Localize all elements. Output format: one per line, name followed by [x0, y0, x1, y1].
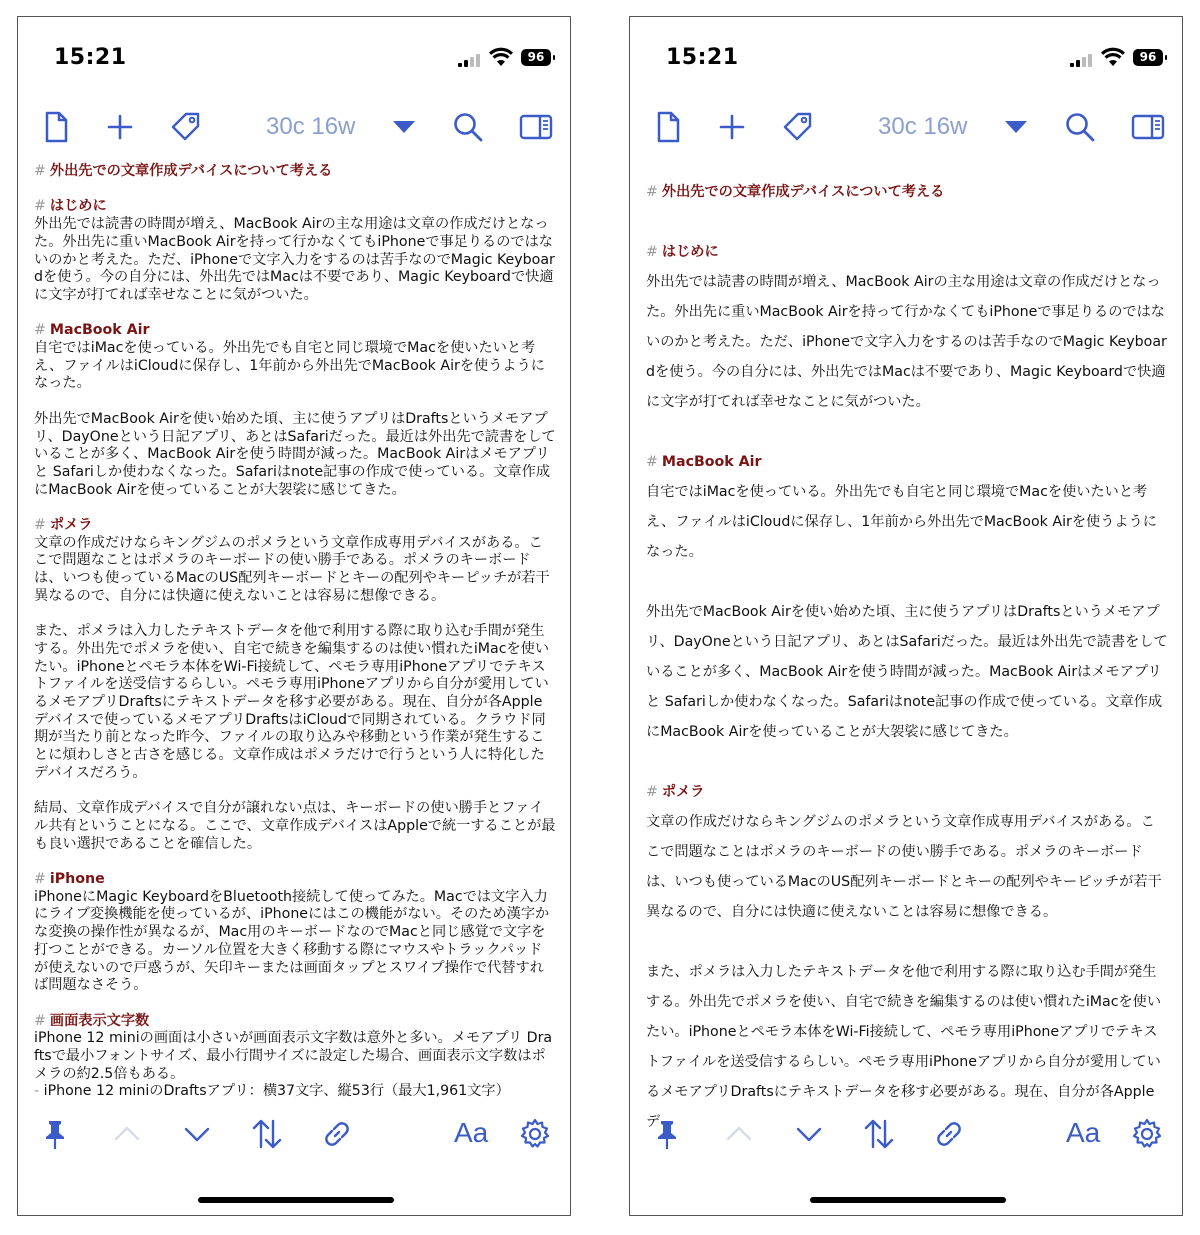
section-heading [646, 447, 1168, 477]
heading-marker: # [34, 322, 46, 339]
paragraph: 自宅ではiMacを使っている。外出先でも自宅と同じ環境でMacを使いたいと考え、ファイルはiCloudに保存し、1年前から外出先でMacBook Airを使うようになった。 [646, 484, 1157, 560]
blank-line [34, 181, 556, 199]
paragraph: iPhoneにMagic KeyboardをBluetooth接続して使ってみた。Macでは文字入力にライブ変換機能を使っているが、iPhoneにはこの機能がない。そのため漢字かな変換の操作性が異なるが、Mac用のキーボードなのでMacと同じ感覚で文字を打つことができる。カーソル位置を大きく移動する際にマウスやトラックパッドが使えないので戸惑うが、矢印キーまたは画面タップとスワイプ操作で代替すれば問題なさそう。 [34, 888, 550, 994]
section-heading [646, 177, 1168, 207]
section-heading [34, 871, 556, 889]
blank-line [646, 567, 1168, 597]
battery-icon: 96 [1133, 49, 1163, 66]
pin-icon[interactable] [38, 1117, 72, 1151]
blank-line [34, 853, 556, 871]
status-bar [18, 17, 570, 97]
plus-icon[interactable] [714, 109, 750, 145]
status-time: 15:21 [54, 45, 127, 70]
paragraph: 外出先では読書の時間が増え、MacBook Airの主な用途は文章の作成だけとなった。外出先に重いMacBook Airを持って行かなくてもiPhoneで事足りるのではないのかと考えた。ただ、iPhoneで文字入力をするのは苦手なのでMagic Keyboardを使う。今の自分には、外出先ではMacは不要であり、Magic Keyboardで快適に文字が打てれば幸せなことに気がついた。 [646, 274, 1167, 410]
heading-text: 外出先での文章作成デバイスについて考える [661, 184, 945, 200]
list-marker: - [34, 1083, 44, 1100]
heading-text: MacBook Air [49, 322, 150, 339]
paragraph: 外出先でMacBook Airを使い始めた頃、主に使うアプリはDraftsというメモアプリ、DayOneという日記アプリ、あとはSafariだった。最近は外出先で読書をしていることが多く、MacBook Airを使う時間が減った。MacBook Airはメモアプリと Safariしか使わなくなった。Safariはnote記事の作成で使っている。文章作成にMacBook Airを使っていることが大袈裟に感じてきた。 [646, 604, 1168, 740]
sort-arrows-icon[interactable] [862, 1117, 896, 1151]
chevron-down-icon[interactable] [180, 1117, 214, 1151]
heading-text: ポメラ [49, 517, 93, 533]
blank-line [34, 393, 556, 411]
dropdown-triangle-icon[interactable] [998, 109, 1034, 145]
blank-line [34, 783, 556, 801]
document-icon[interactable] [650, 109, 686, 145]
pin-icon[interactable] [650, 1117, 684, 1151]
heading-text: 外出先での文章作成デバイスについて考える [49, 163, 333, 179]
status-time: 15:21 [666, 45, 739, 70]
paragraph: 外出先では読書の時間が増え、MacBook Airの主な用途は文章の作成だけとなった。外出先に重いMacBook Airを持って行かなくてもiPhoneで事足りるのではないのかと考えた。ただ、iPhoneで文字入力をするのは苦手なのでMagic Keyboardを使う。今の自分には、外出先ではMacは不要であり、Magic Keyboardで快適に文字が打てれば幸せなことに気がついた。 [34, 216, 555, 303]
paragraph: 自宅ではiMacを使っている。外出先でも自宅と同じ環境でMacを使いたいと考え、ファイルはiCloudに保存し、1年前から外出先でMacBook Airを使うようになった。 [34, 340, 545, 392]
section-heading [34, 198, 556, 216]
blank-line [34, 606, 556, 624]
heading-text: 画面表示文字数 [49, 1012, 150, 1029]
tag-icon[interactable] [168, 109, 204, 145]
section-heading [34, 1013, 556, 1031]
heading-text: ポメラ [661, 784, 705, 800]
tag-icon[interactable] [780, 109, 816, 145]
list-item-text: iPhone 12 miniのDraftsアプリ：横37文字、縦53行（最大1,961文字） [43, 1083, 510, 1100]
blank-line [646, 927, 1168, 957]
cellular-signal-icon [1070, 53, 1094, 67]
paragraph: 文章の作成だけならキングジムのポメラという文章作成専用デバイスがある。ここで問題なことはポメラのキーボードの使い勝手である。ポメラのキーボードは、いつも使っているMacのUS配列キーボードとキーの配列やキーピッチが若干異なるので、自分には快適に使えないことは容易に想像できる。 [646, 814, 1162, 920]
chevron-down-icon[interactable] [792, 1117, 826, 1151]
blank-line [34, 499, 556, 517]
editor-text-area[interactable] [34, 163, 556, 1103]
paragraph: また、ポメラは入力したテキストデータを他で利用する際に取り込む手間が発生する。外出先でポメラを使い、自宅で続きを編集するのは使い慣れたiMacを使いたい。iPhoneとペモラ本体をWi-Fi接続して、ペモラ専用iPhoneアプリでテキストファイルを送受信するらしい。ペモラ専用iPhoneアプリから自分が愛用しているメモアプリDraftsにテキストデータを移す必要がある。現在、自分が各Appleデ [646, 964, 1162, 1130]
paragraph: 結局、文章作成デバイスで自分が譲れない点は、キーボードの使い勝手とファイル共有ということになる。ここで、文章作成デバイスはAppleで統一することが最も良い選択であることを確信した。 [34, 800, 556, 852]
heading-marker: # [34, 163, 46, 179]
heading-text: はじめに [49, 198, 107, 215]
character-word-counter[interactable]: 30c 16w [266, 113, 356, 140]
paragraph: 文章の作成だけならキングジムのポメラという文章作成専用デバイスがある。ここで問題なことはポメラのキーボードの使い勝手である。ポメラのキーボードは、いつも使っているMacのUS配列キーボードとキーの配列やキーピッチが若干異なるので、自分には快適に使えないことは容易に想像できる。 [34, 534, 550, 604]
font-settings-button[interactable]: Aa [454, 1117, 489, 1148]
battery-icon: 96 [521, 49, 551, 66]
status-bar [630, 17, 1182, 97]
section-heading [646, 777, 1168, 807]
section-heading [34, 163, 556, 181]
heading-marker: # [34, 517, 46, 533]
dropdown-triangle-icon[interactable] [386, 109, 422, 145]
heading-marker: # [646, 454, 658, 470]
heading-marker: # [646, 784, 658, 800]
sidebar-icon[interactable] [1130, 109, 1166, 145]
font-settings-button[interactable]: Aa [1066, 1117, 1101, 1148]
blank-line [34, 305, 556, 323]
search-icon[interactable] [1062, 109, 1098, 145]
document-icon[interactable] [38, 109, 74, 145]
gear-icon[interactable] [518, 1117, 552, 1151]
heading-text: iPhone [49, 871, 105, 888]
heading-text: MacBook Air [661, 454, 762, 470]
paragraph: また、ポメラは入力したテキストデータを他で利用する際に取り込む手間が発生する。外出先でポメラを使い、自宅で続きを編集するのは使い慣れたiMacを使いたい。iPhoneとペモラ本体をWi-Fi接続して、ペモラ専用iPhoneアプリでテキストファイルを送受信するらしい。ペモラ専用iPhoneアプリから自分が愛用しているメモアプリDraftsにテキストデータを移す必要がある。現在、自分が各Appleデバイスで使っているメモアプリDraftsはiCloudで同期されている。クラウド同期が当たり前となった昨今、ファイルの取り込みや移動という作業が発生することに煩わしさと古さを感じる。文章作成はポメラだけで行うという人に特化したデバイスだろう。 [34, 623, 550, 781]
search-icon[interactable] [450, 109, 486, 145]
editor-toolbar [630, 105, 1182, 149]
heading-marker: # [34, 1012, 46, 1029]
blank-line [646, 417, 1168, 447]
plus-icon[interactable] [102, 109, 138, 145]
section-heading [646, 237, 1168, 267]
blank-line [646, 747, 1168, 777]
wifi-icon [489, 48, 513, 68]
phone-screen-left [17, 16, 571, 1216]
section-heading [34, 322, 556, 340]
character-word-counter[interactable]: 30c 16w [878, 113, 968, 140]
editor-toolbar [18, 105, 570, 149]
gear-icon[interactable] [1130, 1117, 1164, 1151]
chevron-up-icon[interactable] [110, 1117, 144, 1151]
sort-arrows-icon[interactable] [250, 1117, 284, 1151]
editor-text-area[interactable] [646, 177, 1168, 1130]
heading-marker: # [646, 244, 658, 260]
list-item [34, 1083, 556, 1101]
paragraph: iPhone 12 miniの画面は小さいが画面表示文字数は意外と多い。メモアプリ Draftsで最小フォントサイズ、最小行間サイズに設定した場合、画面表示文字数はポメラの約2.5倍もある。 [34, 1030, 553, 1082]
wifi-icon [1101, 48, 1125, 68]
blank-line [34, 995, 556, 1013]
cellular-signal-icon [458, 53, 482, 67]
sidebar-icon[interactable] [518, 109, 554, 145]
heading-text: はじめに [661, 244, 719, 260]
phone-screen-right [629, 16, 1183, 1216]
heading-marker: # [646, 184, 658, 200]
heading-marker: # [34, 198, 46, 215]
link-icon[interactable] [320, 1117, 354, 1151]
link-icon[interactable] [932, 1117, 966, 1151]
heading-marker: # [34, 871, 46, 888]
home-indicator [810, 1197, 1006, 1203]
section-heading [34, 517, 556, 535]
paragraph: 外出先でMacBook Airを使い始めた頃、主に使うアプリはDraftsというメモアプリ、DayOneという日記アプリ、あとはSafariだった。最近は外出先で読書をしていることが多く、MacBook Airを使う時間が減った。MacBook Airはメモアプリと Safariしか使わなくなった。Safariはnote記事の作成で使っている。文章作成にMacBook Airを使っていることが大袈裟に感じてきた。 [34, 410, 556, 498]
blank-line [646, 207, 1168, 237]
home-indicator [198, 1197, 394, 1203]
chevron-up-icon[interactable] [722, 1117, 756, 1151]
